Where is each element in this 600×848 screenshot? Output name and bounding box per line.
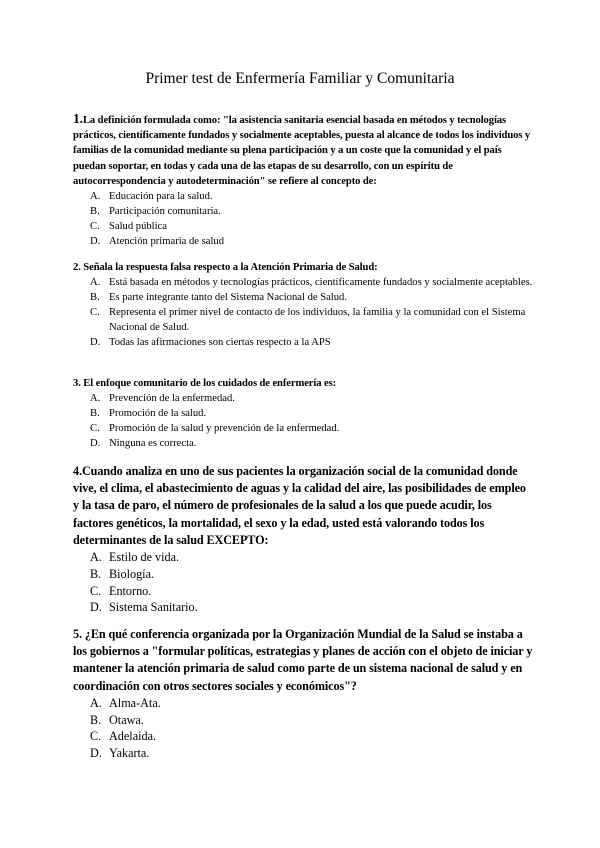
option-letter: B. (90, 712, 102, 727)
option-text: Biología. (109, 566, 155, 581)
option-letter: A. (90, 550, 102, 565)
question-1-option-b (73, 204, 533, 219)
option-letter: D. (90, 746, 102, 761)
option-text: Salud pública (109, 221, 167, 233)
question-5-number: 5. (73, 627, 82, 641)
question-5-option-a (73, 695, 533, 712)
option-text: Entorno. (109, 583, 152, 598)
question-3-options (73, 391, 533, 451)
question-1-text (73, 111, 533, 189)
question-3 (73, 376, 533, 451)
question-4-option-c (73, 583, 533, 600)
question-1-option-d (73, 234, 533, 249)
question-2-option-b (73, 290, 533, 305)
option-letter: B. (90, 566, 102, 581)
option-text: Adelaida. (109, 729, 157, 744)
option-letter: A. (90, 277, 101, 289)
option-text: Sistema Sanitario. (109, 600, 198, 615)
option-text: Participación comunitaria. (109, 206, 221, 218)
question-2-text (73, 260, 533, 275)
question-5-text (73, 626, 533, 695)
option-text: Promoción de la salud y prevención de la enfermedad. (109, 423, 340, 435)
question-5 (73, 626, 533, 762)
question-2-option-d (73, 335, 533, 350)
question-4-statement: Cuando analiza en uno de sus pacientes la organización social de la comunidad donde vive, el clima, el abastecimiento de aguas y la calidad del aire, las posibilidades de empleo y la tasa de paro, el número de profesionales de la salud a los que puede acudir, los factores genéticos, la mortalidad, el sexo y la edad, usted está valorando todos los determinantes de la salud EXCEPTO: (73, 464, 526, 547)
question-2-option-c (73, 305, 533, 335)
document-title: Primer test de Enfermería Familiar y Comunitaria (145, 70, 455, 87)
option-letter: B. (90, 292, 100, 304)
option-text: Yakarta. (109, 746, 150, 761)
option-text: Representa el primer nivel de contacto de los individuos, la familia y la comunidad con el Sistema Nacional de Salud. (109, 307, 526, 334)
option-letter: A. (90, 393, 101, 405)
option-letter: C. (90, 583, 102, 598)
option-letter: C. (90, 729, 102, 744)
option-letter: D. (90, 236, 101, 248)
question-1-option-c (73, 219, 533, 234)
question-3-option-a (73, 391, 533, 406)
question-5-option-c (73, 728, 533, 745)
option-text: Todas las afirmaciones son ciertas respecto a la APS (109, 337, 331, 349)
option-letter: B. (90, 408, 100, 420)
question-4-options (73, 549, 533, 616)
question-3-option-c (73, 421, 533, 436)
question-3-option-b (73, 406, 533, 421)
question-3-number: 3. (73, 378, 81, 389)
question-2-options (73, 275, 533, 350)
question-4 (73, 463, 533, 616)
question-1-statement: La definición formulada como: "la asistencia sanitaria esencial basada en métodos y tecnologías prácticos, científicamente fundados y socialmente aceptables, puesta al alcance de todos los individuos y familias de la comunidad mediante su plena participación y a un coste que la comunidad y el país puedan soportar, en todas y cada una de las etapas de su desarrollo, con un espíritu de autocorrespondencia y autodeterminación" se refiere al concepto de: (73, 115, 531, 187)
option-text: Educación para la salud. (109, 191, 213, 203)
question-4-option-d (73, 599, 533, 616)
option-text: Es parte integrante tanto del Sistema Nacional de Salud. (109, 292, 347, 304)
option-text: Prevención de la enfermedad. (109, 393, 235, 405)
option-text: Está basada en métodos y tecnologías prácticos, científicamente fundados y socialmente aceptables. (109, 277, 533, 289)
option-text: Atención primaria de salud (109, 236, 225, 248)
option-text: Alma-Ata. (109, 695, 161, 710)
option-letter: B. (90, 206, 100, 218)
option-text: Estilo de vida. (109, 550, 180, 565)
option-letter: D. (90, 438, 101, 450)
option-letter: D. (90, 337, 101, 349)
question-4-option-b (73, 566, 533, 583)
question-3-statement: El enfoque comunitario de los cuidados de enfermería es: (80, 378, 337, 389)
option-letter: C. (90, 221, 100, 233)
option-text: Promoción de la salud. (109, 408, 207, 420)
question-5-option-d (73, 745, 533, 762)
option-letter: C. (90, 423, 100, 435)
question-5-statement: ¿En qué conferencia organizada por la Organización Mundial de la Salud se instaba a los gobiernos a "formular políticas, estrategias y planes de acción con el objeto de iniciar y mantener la atención primaria de salud como parte de un sistema nacional de salud y en coordinación con otros sectores sociales y económicos"? (73, 627, 533, 693)
question-2 (73, 260, 533, 350)
option-text: Otawa. (109, 712, 144, 727)
question-4-text (73, 463, 533, 549)
question-1-options (73, 189, 533, 249)
option-letter: A. (90, 695, 102, 710)
question-4-number: 4. (73, 464, 82, 478)
question-3-text (73, 376, 533, 391)
option-letter: C. (90, 307, 100, 319)
question-2-option-a (73, 275, 533, 290)
option-text: Ninguna es correcta. (109, 438, 197, 450)
question-1-option-a (73, 189, 533, 204)
question-3-option-d (73, 436, 533, 451)
question-1-number: 1. (73, 111, 83, 126)
question-2-statement: Señala la respuesta falsa respecto a la Atención Primaria de Salud: (80, 262, 378, 273)
question-2-number: 2. (73, 262, 81, 273)
question-4-option-a (73, 549, 533, 566)
question-5-options (73, 695, 533, 762)
question-1 (73, 111, 533, 249)
option-letter: A. (90, 191, 101, 203)
option-letter: D. (90, 600, 102, 615)
question-5-option-b (73, 712, 533, 729)
